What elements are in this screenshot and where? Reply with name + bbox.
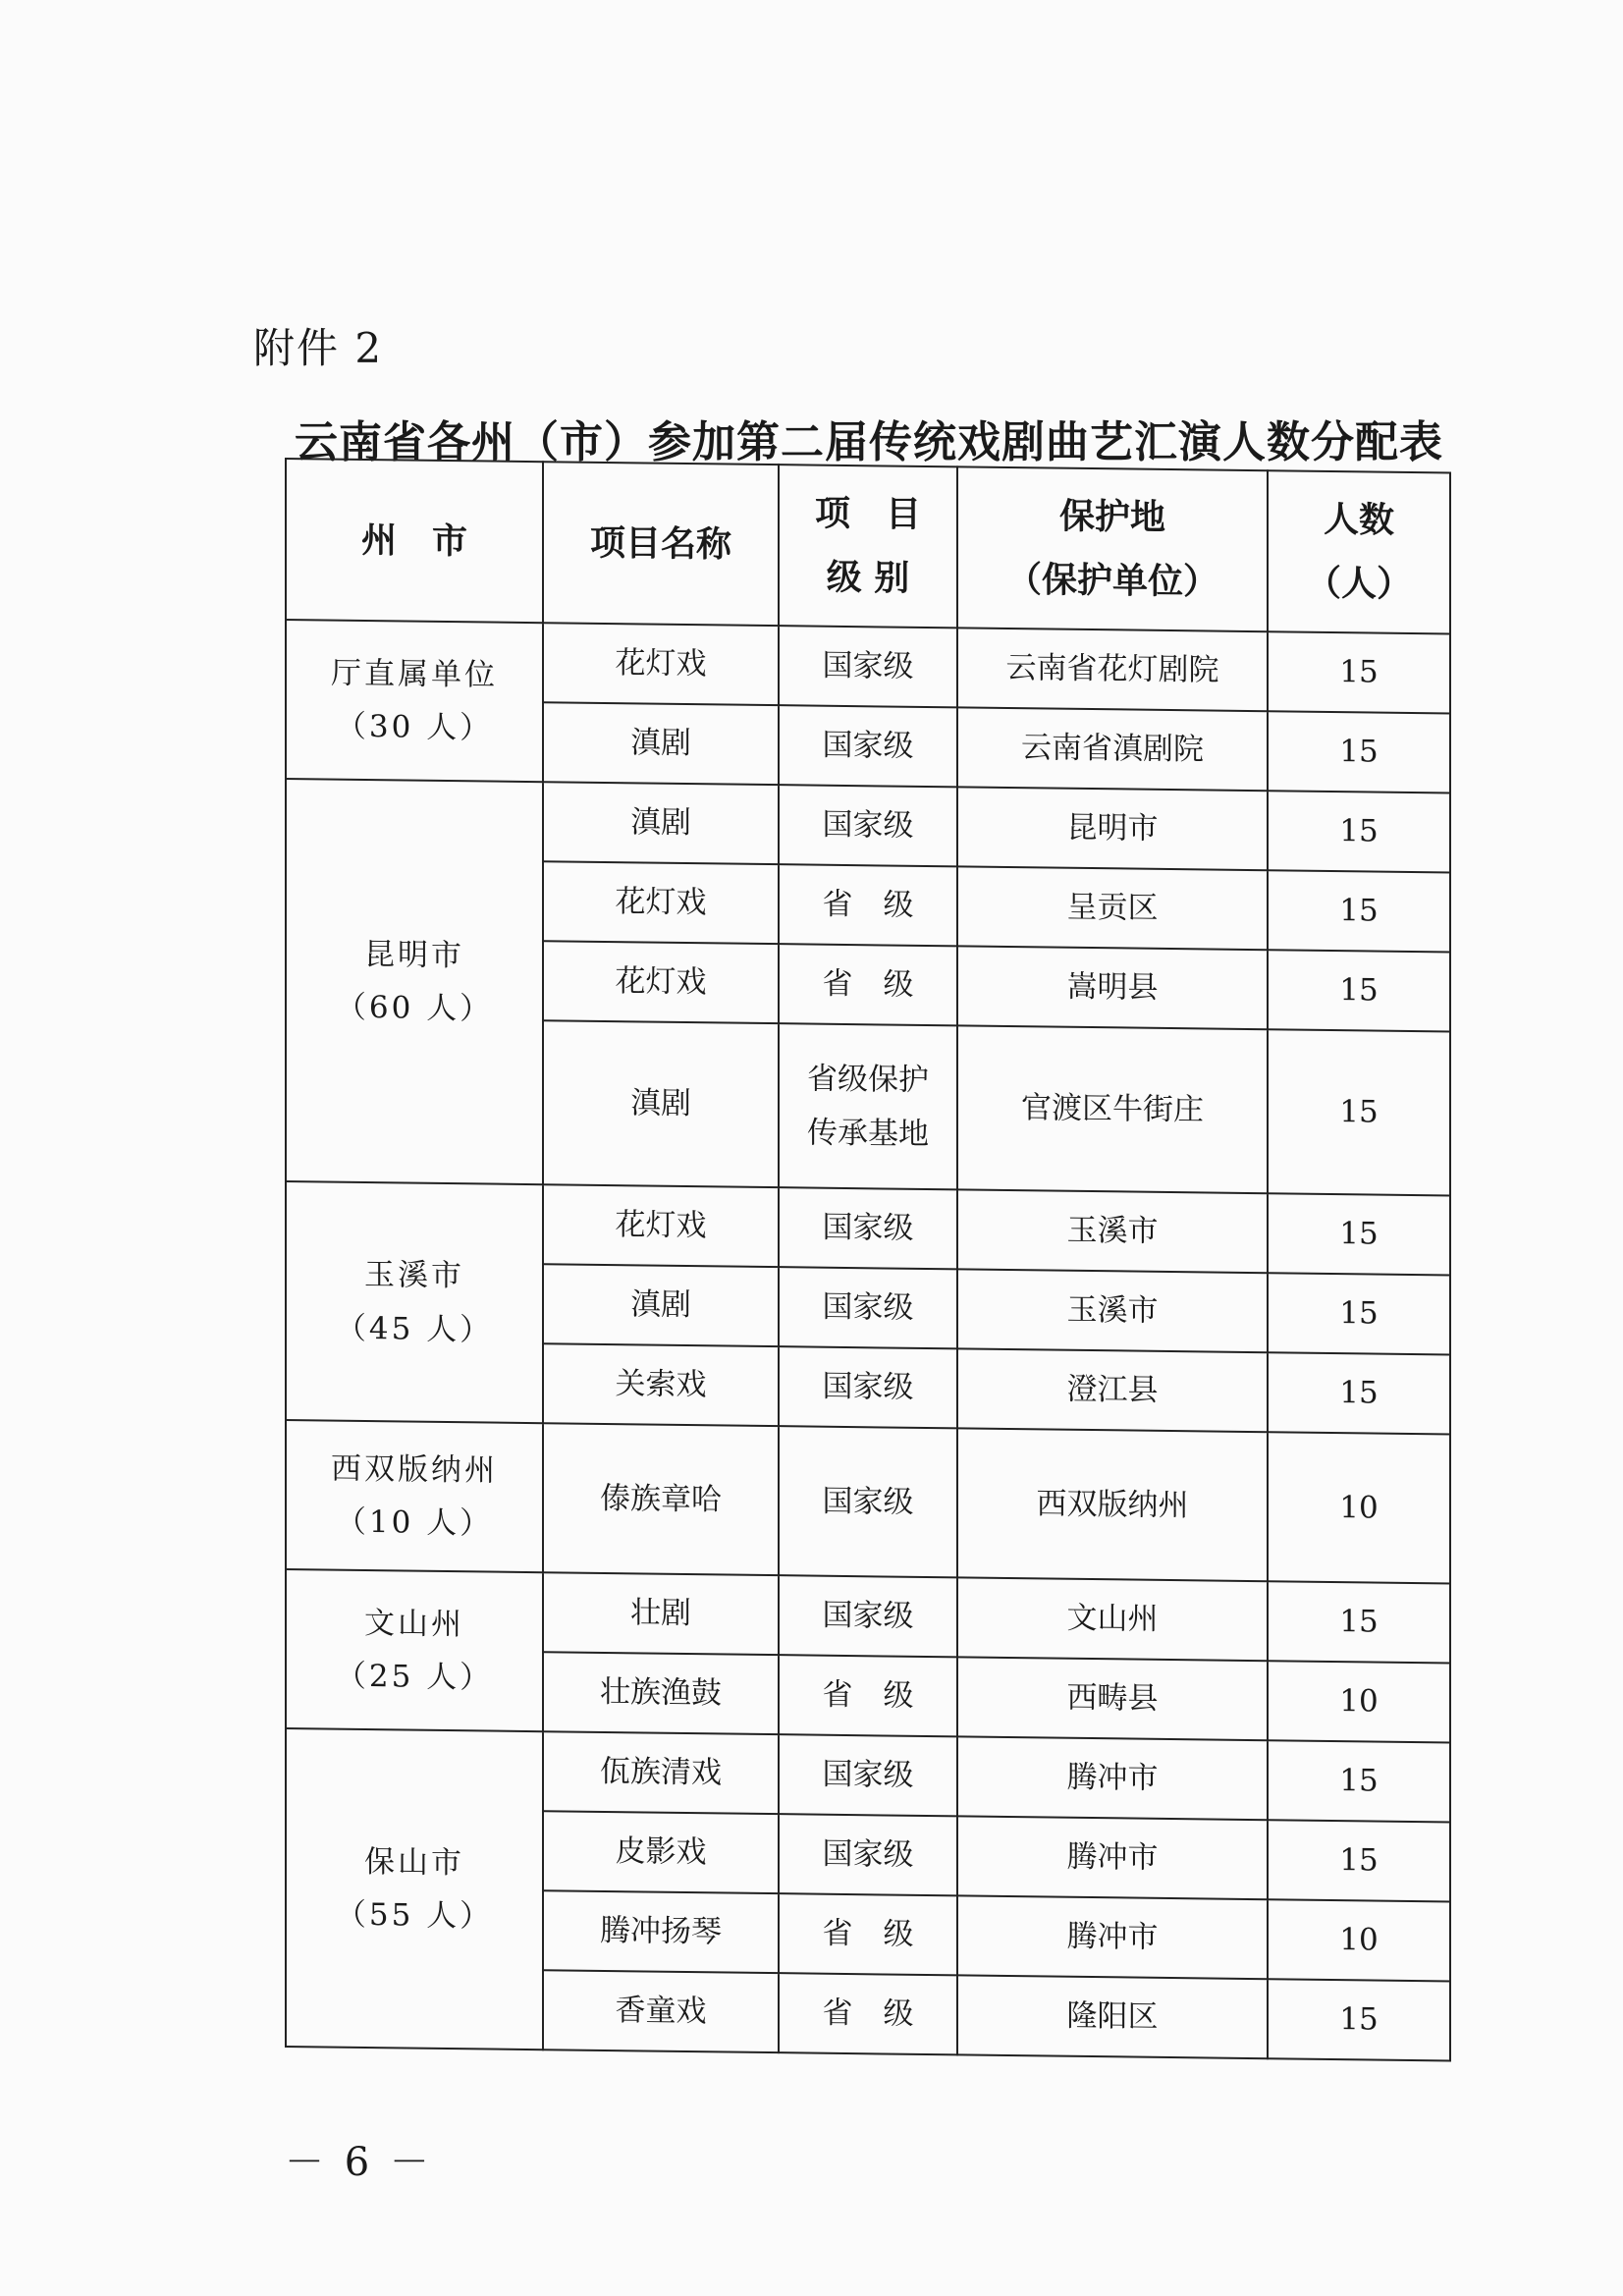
level-cell: 国家级 [779,1814,957,1895]
place-cell: 腾冲市 [957,1816,1268,1899]
region-cell: 西双版纳州 （10 人） [286,1420,543,1572]
project-cell: 腾冲扬琴 [543,1890,779,1973]
place-cell: 云南省滇剧院 [957,707,1268,791]
project-cell: 香童戏 [543,1970,779,2052]
header-place: 保护地 （保护单位） [957,466,1268,631]
region-cell: 昆明市 （60 人） [286,779,543,1184]
project-cell: 皮影戏 [543,1811,779,1893]
allocation-table [285,458,1451,2062]
level-cell: 省 级 [779,864,957,946]
count-cell: 15 [1268,1029,1450,1195]
page-number: － 6 － [285,2140,433,2185]
count-cell: 15 [1268,1979,1450,2060]
level-cell: 省级保护 传承基地 [779,1023,957,1189]
place-cell: 文山州 [957,1577,1268,1661]
table-row [286,1181,1450,1275]
table-header-row [286,459,1450,633]
place-cell: 西畴县 [957,1657,1268,1740]
level-cell: 省 级 [779,1655,957,1736]
region-cell: 文山州 （25 人） [286,1569,543,1731]
count-cell: 15 [1268,870,1450,952]
region-cell: 保山市 （55 人） [286,1728,543,2050]
count-cell: 10 [1268,1899,1450,1981]
level-cell: 国家级 [779,626,957,707]
count-cell: 15 [1268,1352,1450,1434]
project-cell: 花灯戏 [543,1184,779,1267]
project-cell: 滇剧 [543,782,779,864]
project-cell: 壮剧 [543,1572,779,1655]
level-cell: 国家级 [779,1734,957,1816]
project-cell: 壮族渔鼓 [543,1652,779,1734]
count-cell: 15 [1268,1273,1450,1354]
project-cell: 关索戏 [543,1343,779,1426]
level-cell: 国家级 [779,1187,957,1269]
place-cell: 玉溪市 [957,1189,1268,1273]
count-cell: 15 [1268,950,1450,1031]
table-row [286,1728,1450,1822]
project-cell: 花灯戏 [543,623,779,705]
project-cell: 滇剧 [543,1264,779,1346]
table-row [286,1420,1450,1583]
place-cell: 昆明市 [957,787,1268,870]
level-cell: 国家级 [779,1267,957,1348]
place-cell: 呈贡区 [957,866,1268,950]
attachment-label: 附件 2 [253,324,384,372]
document-title: 云南省各州（市）参加第二届传统戏剧曲艺汇演人数分配表 [295,417,1443,467]
count-cell: 15 [1268,631,1450,713]
place-cell: 腾冲市 [957,1895,1268,1979]
count-cell: 15 [1268,791,1450,872]
count-cell: 15 [1268,1193,1450,1275]
level-cell: 省 级 [779,1973,957,2054]
count-cell: 10 [1268,1661,1450,1742]
table-row [286,779,1450,872]
place-cell: 玉溪市 [957,1269,1268,1352]
place-cell: 澄江县 [957,1348,1268,1432]
count-cell: 15 [1268,1820,1450,1901]
place-cell: 嵩明县 [957,946,1268,1029]
header-count: 人数 （人） [1268,470,1450,633]
project-cell: 佤族清戏 [543,1731,779,1814]
project-cell: 滇剧 [543,702,779,785]
region-cell: 玉溪市 （45 人） [286,1181,543,1423]
place-cell: 腾冲市 [957,1736,1268,1820]
place-cell: 隆阳区 [957,1975,1268,2058]
level-cell: 国家级 [779,785,957,866]
place-cell: 云南省花灯剧院 [957,628,1268,711]
level-cell: 国家级 [779,705,957,787]
region-cell: 厅直属单位 （30 人） [286,620,543,782]
project-cell: 花灯戏 [543,941,779,1023]
header-level: 项 目 级 别 [779,465,957,628]
level-cell: 国家级 [779,1346,957,1428]
level-cell: 国家级 [779,1426,957,1577]
table-row [286,1569,1450,1663]
level-cell: 省 级 [779,944,957,1025]
count-cell: 15 [1268,1740,1450,1822]
table-row [286,620,1450,713]
count-cell: 10 [1268,1432,1450,1583]
count-cell: 15 [1268,711,1450,793]
place-cell: 西双版纳州 [957,1428,1268,1581]
project-cell: 傣族章哈 [543,1423,779,1575]
place-cell: 官渡区牛街庄 [957,1025,1268,1193]
level-cell: 省 级 [779,1893,957,1975]
level-cell: 国家级 [779,1575,957,1657]
header-region: 州 市 [286,459,543,623]
project-cell: 滇剧 [543,1020,779,1187]
count-cell: 15 [1268,1581,1450,1663]
project-cell: 花灯戏 [543,861,779,944]
header-project: 项目名称 [543,462,779,626]
